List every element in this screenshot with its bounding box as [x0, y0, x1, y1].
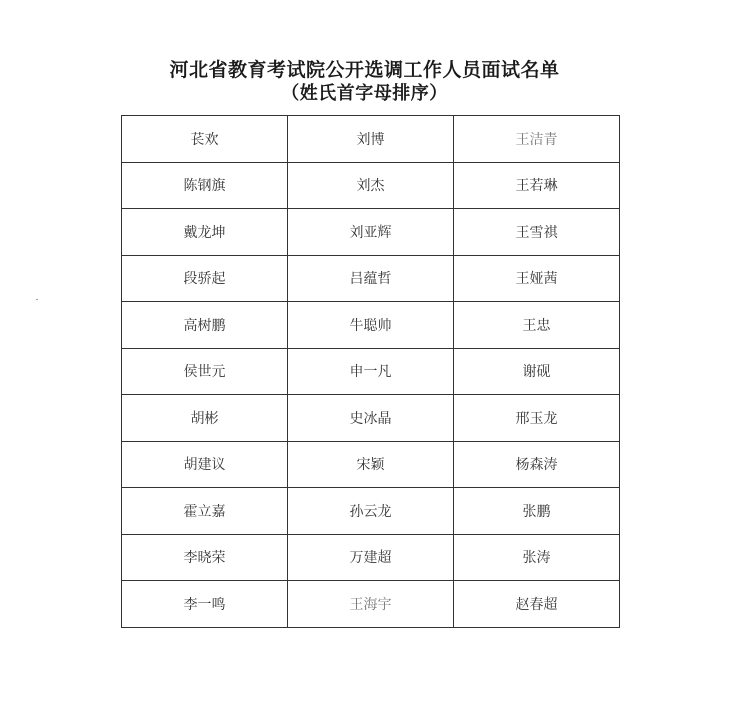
table-cell: 张鹏 [454, 488, 620, 535]
table-cell: 杨森涛 [454, 441, 620, 488]
table-cell: 陈钢旗 [122, 162, 288, 209]
table-row [122, 395, 620, 442]
table-cell: 胡建议 [122, 441, 288, 488]
table-row [122, 302, 620, 349]
table-cell: 邢玉龙 [454, 395, 620, 442]
table-row [122, 162, 620, 209]
table-row [122, 209, 620, 256]
table-cell: 刘亚辉 [288, 209, 454, 256]
document-title: 河北省教育考试院公开选调工作人员面试名单 [169, 59, 560, 81]
table-cell: 宋颖 [288, 441, 454, 488]
table-cell: 牛聪帅 [288, 302, 454, 349]
table-cell: 高树鹏 [122, 302, 288, 349]
table-cell: 刘杰 [288, 162, 454, 209]
scan-speck [36, 299, 38, 300]
table-row [122, 348, 620, 395]
table-cell: 孙云龙 [288, 488, 454, 535]
table-cell: 霍立嘉 [122, 488, 288, 535]
table-cell: 段骄起 [122, 255, 288, 302]
table-cell: 吕蕴哲 [288, 255, 454, 302]
table-cell: 万建超 [288, 534, 454, 581]
table-row [122, 441, 620, 488]
table-cell: 谢砚 [454, 348, 620, 395]
table-row [122, 255, 620, 302]
table-cell: 张涛 [454, 534, 620, 581]
table-row [122, 488, 620, 535]
table-cell: 申一凡 [288, 348, 454, 395]
table-cell: 王洁青 [454, 116, 620, 163]
table-cell: 戴龙坤 [122, 209, 288, 256]
table-cell: 李一鸣 [122, 581, 288, 628]
table-cell: 侯世元 [122, 348, 288, 395]
table-cell: 王海宇 [288, 581, 454, 628]
document-subtitle: （姓氏首字母排序） [281, 83, 448, 104]
table-cell: 王娅茜 [454, 255, 620, 302]
interview-roster-table [121, 115, 620, 628]
table-cell: 赵春超 [454, 581, 620, 628]
table-cell: 王忠 [454, 302, 620, 349]
table-cell: 史冰晶 [288, 395, 454, 442]
table-cell: 王若琳 [454, 162, 620, 209]
table-cell: 李晓荣 [122, 534, 288, 581]
table-cell: 刘博 [288, 116, 454, 163]
table-row [122, 116, 620, 163]
table-cell: 苌欢 [122, 116, 288, 163]
table-cell: 胡彬 [122, 395, 288, 442]
table-cell: 王雪祺 [454, 209, 620, 256]
table-row [122, 534, 620, 581]
table-row [122, 581, 620, 628]
